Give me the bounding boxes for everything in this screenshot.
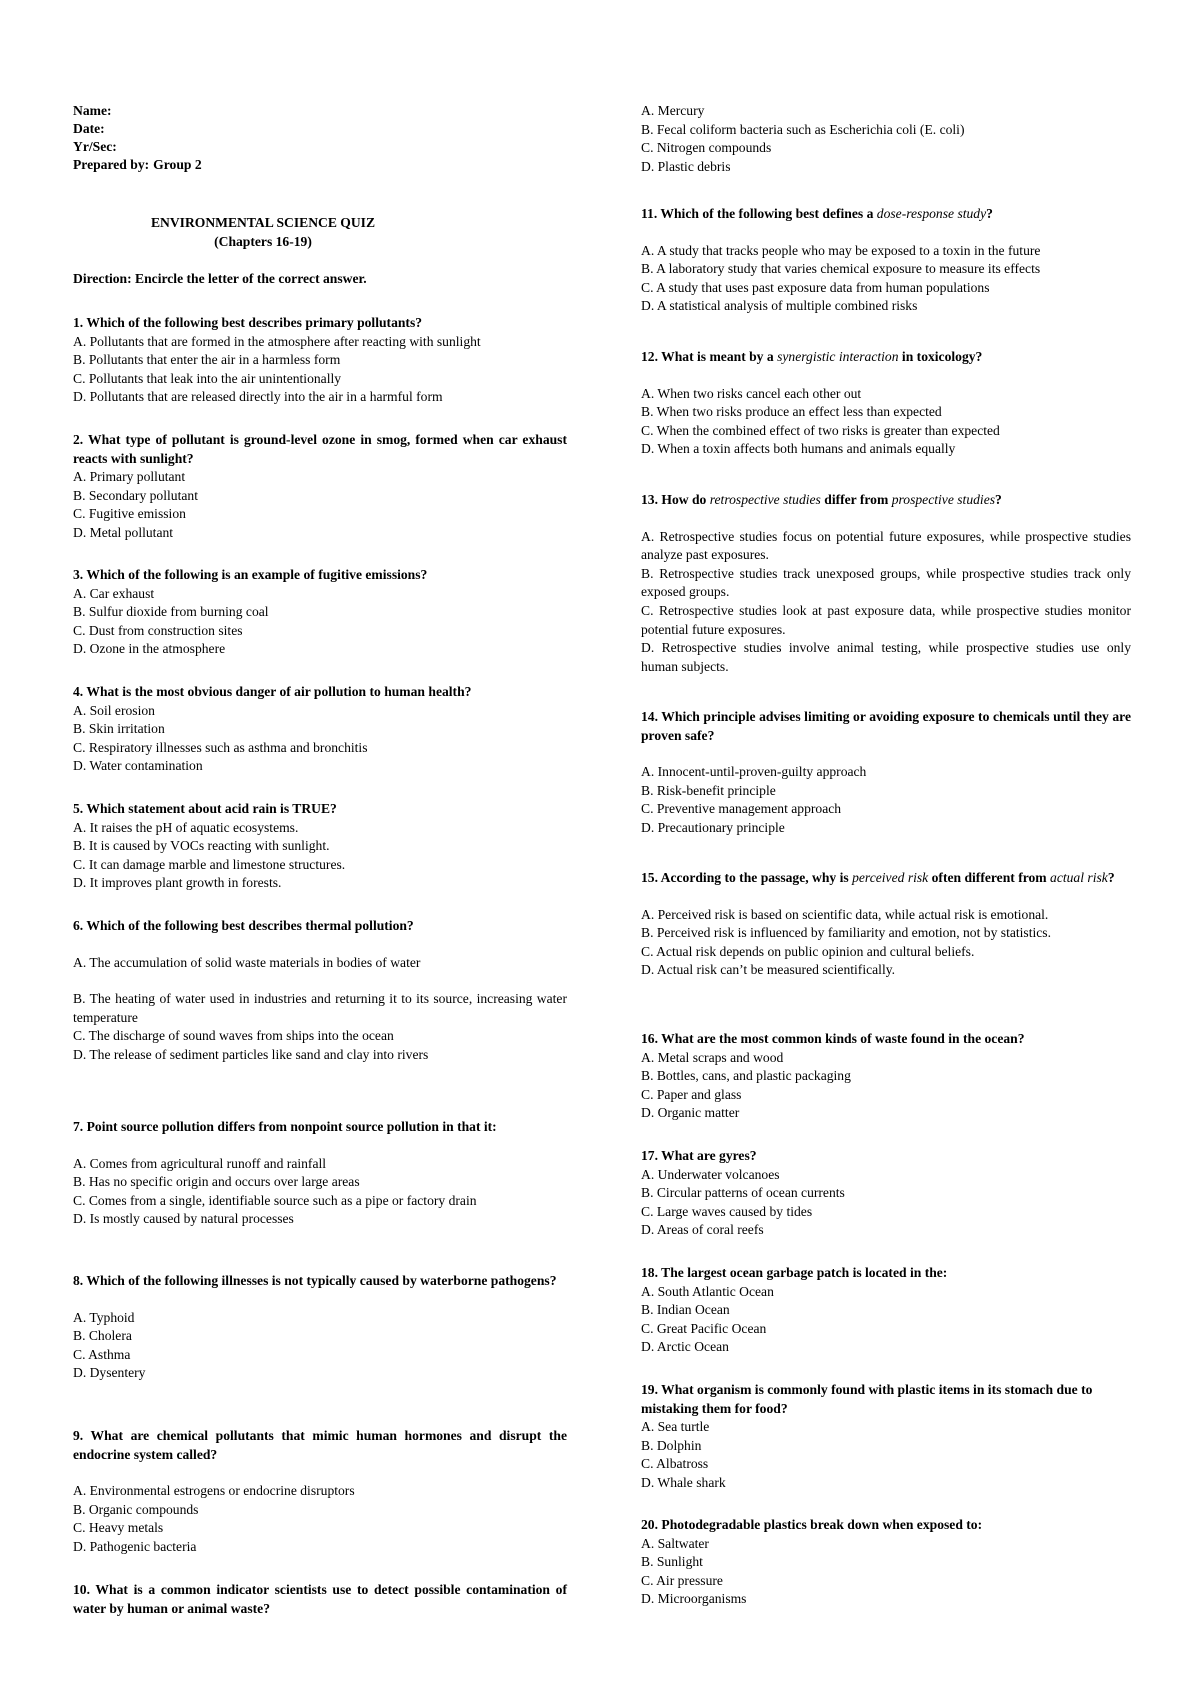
question-text-part: 15. According to the passage, why is xyxy=(641,870,853,885)
name-label: Name: xyxy=(73,103,112,118)
choice-a[interactable]: A. The accumulation of solid waste materials in bodies of water xyxy=(73,954,421,970)
choice-c[interactable]: C. When the combined effect of two risks is greater than expected xyxy=(641,422,1000,438)
prepared-by-value: Group 2 xyxy=(153,157,202,172)
question-20 xyxy=(641,1516,1131,1609)
prepared-by-field xyxy=(73,156,202,175)
choice-b[interactable]: B. Has no specific origin and occurs over large areas xyxy=(73,1174,360,1190)
direction-text: Direction: Encircle the letter of the correct answer. xyxy=(73,271,367,286)
choice-b[interactable]: B. The heating of water used in industries and returning it to its source, increasing water temperature xyxy=(73,991,567,1025)
choice-d[interactable]: D. Plastic debris xyxy=(641,158,731,174)
choice-c[interactable]: C. Retrospective studies look at past exposure data, while prospective studies monitor potential future exposures. xyxy=(641,602,1131,637)
quiz-title-line2: (Chapters 16-19) xyxy=(214,233,312,249)
choice-list xyxy=(73,333,567,407)
question-text: 17. What are gyres? xyxy=(641,1148,757,1163)
choice-c[interactable]: C. A study that uses past exposure data from human populations xyxy=(641,279,990,295)
question-text-part: ? xyxy=(1107,870,1115,885)
question-text-part: ? xyxy=(995,492,1002,507)
question-3 xyxy=(73,566,567,659)
question-1 xyxy=(73,314,567,407)
choice-b[interactable]: B. When two risks produce an effect less than expected xyxy=(641,404,942,420)
choice-list xyxy=(641,1283,1131,1357)
choice-c[interactable]: C. Air pressure xyxy=(641,1572,723,1588)
choice-a[interactable]: A. Underwater volcanoes xyxy=(641,1166,780,1182)
question-text: 19. What organism is commonly found with plastic items in its stomach due to mistaking them for food? xyxy=(641,1382,1093,1416)
choice-list xyxy=(73,819,567,893)
choice-a[interactable]: A. South Atlantic Ocean xyxy=(641,1283,774,1299)
question-text: 20. Photodegradable plastics break down when exposed to: xyxy=(641,1517,983,1532)
choice-b[interactable]: B. Retrospective studies track unexposed groups, while prospective studies track only exposed groups. xyxy=(641,565,1131,600)
question-text-part: 12. What is meant by a xyxy=(641,349,778,364)
choice-a[interactable]: A. When two risks cancel each other out xyxy=(641,385,862,401)
choice-b[interactable]: B. Cholera xyxy=(73,1328,132,1344)
question-17 xyxy=(641,1147,1131,1240)
question-text: 6. Which of the following best describes thermal pollution? xyxy=(73,918,414,933)
choice-d[interactable]: D. A statistical analysis of multiple combined risks xyxy=(641,298,918,314)
choice-list xyxy=(641,763,1131,837)
choice-list xyxy=(641,528,1131,677)
choice-a[interactable]: A. Pollutants that are formed in the atmosphere after reacting with sunlight xyxy=(73,333,481,349)
choice-a[interactable]: A. Car exhaust xyxy=(73,585,155,601)
choice-a[interactable]: A. It raises the pH of aquatic ecosystems. xyxy=(73,819,299,835)
question-term: actual risk xyxy=(1050,870,1108,885)
choice-c[interactable]: C. The discharge of sound waves from ships into the ocean xyxy=(73,1028,394,1044)
choice-d[interactable]: D. Areas of coral reefs xyxy=(641,1222,764,1238)
choice-list xyxy=(641,906,1131,980)
question-6 xyxy=(73,917,567,1065)
choice-d[interactable]: D. Water contamination xyxy=(73,758,203,774)
question-text: 4. What is the most obvious danger of air pollution to human health? xyxy=(73,684,472,699)
question-text-part: 13. How do xyxy=(641,492,710,507)
choice-c[interactable]: C. Heavy metals xyxy=(73,1520,164,1536)
name-field xyxy=(73,102,112,121)
choice-c[interactable]: C. Large waves caused by tides xyxy=(641,1203,813,1219)
quiz-title xyxy=(73,214,453,251)
choice-a[interactable]: A. Environmental estrogens or endocrine disruptors xyxy=(73,1483,355,1499)
question-text: 2. What type of pollutant is ground-level ozone in smog, formed when car exhaust reacts with sunlight? xyxy=(73,432,567,466)
date-field xyxy=(73,120,105,139)
question-8 xyxy=(73,1272,567,1383)
question-term: prospective studies xyxy=(891,492,996,507)
question-15 xyxy=(641,869,1131,980)
question-text xyxy=(641,491,1131,510)
choice-d[interactable]: D. Actual risk can’t be measured scientifically. xyxy=(641,962,896,978)
question-text: 3. Which of the following is an example of fugitive emissions? xyxy=(73,567,428,582)
question-text xyxy=(641,205,1131,224)
question-text-part: often different from xyxy=(928,870,1051,885)
question-5 xyxy=(73,800,567,893)
choice-d[interactable]: D. When a toxin affects both humans and animals equally xyxy=(641,441,956,457)
question-text: 18. The largest ocean garbage patch is located in the: xyxy=(641,1265,948,1280)
question-text: 16. What are the most common kinds of waste found in the ocean? xyxy=(641,1031,1025,1046)
question-text-part: differ from xyxy=(820,492,892,507)
question-text: 5. Which statement about acid rain is TRUE? xyxy=(73,801,337,816)
choice-d[interactable]: D. It improves plant growth in forests. xyxy=(73,875,282,891)
choice-c[interactable]: C. Nitrogen compounds xyxy=(641,140,772,156)
choice-list xyxy=(641,1418,1131,1492)
choice-list xyxy=(641,102,1131,176)
choice-c[interactable]: C. Respiratory illnesses such as asthma and bronchitis xyxy=(73,739,368,755)
choice-a[interactable]: A. A study that tracks people who may be exposed to a toxin in the future xyxy=(641,242,1041,258)
choice-b[interactable]: B. Fecal coliform bacteria such as Escherichia coli (E. coli) xyxy=(641,121,965,137)
question-term: synergistic interaction xyxy=(777,349,899,364)
choice-b[interactable]: B. Risk-benefit principle xyxy=(641,782,776,798)
choice-d[interactable]: D. The release of sediment particles like sand and clay into rivers xyxy=(73,1046,429,1062)
choice-d[interactable]: D. Is mostly caused by natural processes xyxy=(73,1211,294,1227)
choice-a[interactable]: A. Perceived risk is based on scientific data, while actual risk is emotional. xyxy=(641,906,1049,922)
choice-a[interactable]: A. Primary pollutant xyxy=(73,469,186,485)
question-10-choices xyxy=(641,102,1131,176)
choice-d[interactable]: D. Precautionary principle xyxy=(641,819,785,835)
question-2 xyxy=(73,431,567,543)
question-4 xyxy=(73,683,567,776)
yrsec-label: Yr/Sec: xyxy=(73,139,117,154)
choice-b[interactable]: B. Secondary pollutant xyxy=(73,487,198,503)
choice-a[interactable]: A. Sea turtle xyxy=(641,1419,710,1435)
choice-a[interactable]: A. Saltwater xyxy=(641,1535,709,1551)
choice-a[interactable]: A. Retrospective studies focus on potential future exposures, while prospective studies analyze past exposures. xyxy=(641,528,1131,563)
choice-b[interactable]: B. Sunlight xyxy=(641,1554,703,1570)
choice-list xyxy=(73,954,567,1065)
choice-d[interactable]: D. Metal pollutant xyxy=(73,524,174,540)
question-term: dose-response study xyxy=(876,206,987,221)
choice-list xyxy=(641,1166,1131,1240)
choice-c[interactable]: C. Albatross xyxy=(641,1456,709,1472)
choice-b[interactable]: B. Circular patterns of ocean currents xyxy=(641,1185,845,1201)
choice-b[interactable]: B. Skin irritation xyxy=(73,721,165,737)
choice-c[interactable]: C. Fugitive emission xyxy=(73,506,186,522)
question-19 xyxy=(641,1381,1131,1493)
question-text: 10. What is a common indicator scientists use to detect possible contamination of water by human or animal waste? xyxy=(73,1582,567,1616)
choice-b[interactable]: B. Dolphin xyxy=(641,1437,702,1453)
choice-d[interactable]: D. Retrospective studies involve animal testing, while prospective studies use only human subjects. xyxy=(641,640,1131,674)
choice-a[interactable]: A. Soil erosion xyxy=(73,702,155,718)
choice-c[interactable]: C. Paper and glass xyxy=(641,1086,742,1102)
choice-a[interactable]: A. Metal scraps and wood xyxy=(641,1049,784,1065)
question-13 xyxy=(641,491,1131,676)
question-text-part: ? xyxy=(986,206,993,221)
choice-c[interactable]: C. It can damage marble and limestone structures. xyxy=(73,856,346,872)
choice-d[interactable]: D. Whale shark xyxy=(641,1474,726,1490)
choice-list xyxy=(73,468,567,542)
question-text: 14. Which principle advises limiting or avoiding exposure to chemicals until they are proven safe? xyxy=(641,709,1131,743)
question-text xyxy=(641,348,1131,367)
question-text-part: in toxicology? xyxy=(898,349,983,364)
choice-c[interactable]: C. Asthma xyxy=(73,1346,131,1362)
choice-d[interactable]: D. Pathogenic bacteria xyxy=(73,1538,197,1554)
question-text: 7. Point source pollution differs from nonpoint source pollution in that it: xyxy=(73,1119,497,1134)
question-12 xyxy=(641,348,1131,459)
question-10 xyxy=(73,1581,567,1618)
choice-b[interactable]: B. Organic compounds xyxy=(73,1501,199,1517)
question-term: retrospective studies xyxy=(709,492,821,507)
choice-list xyxy=(641,242,1131,316)
question-text: 1. Which of the following best describes primary pollutants? xyxy=(73,315,423,330)
choice-a[interactable]: A. Innocent-until-proven-guilty approach xyxy=(641,764,867,780)
question-text xyxy=(641,869,1131,888)
choice-c[interactable]: C. Comes from a single, identifiable source such as a pipe or factory drain xyxy=(73,1192,477,1208)
choice-c[interactable]: C. Actual risk depends on public opinion and cultural beliefs. xyxy=(641,943,975,959)
choice-d[interactable]: D. Pollutants that are released directly into the air in a harmful form xyxy=(73,389,443,405)
question-16 xyxy=(641,1030,1131,1123)
choice-list xyxy=(641,385,1131,459)
choice-list xyxy=(641,1535,1131,1609)
choice-b[interactable]: B. It is caused by VOCs reacting with sunlight. xyxy=(73,838,330,854)
question-text: 9. What are chemical pollutants that mimic human hormones and disrupt the endocrine system called? xyxy=(73,1428,567,1462)
question-18 xyxy=(641,1264,1131,1357)
question-text: 8. Which of the following illnesses is not typically caused by waterborne pathogens? xyxy=(73,1273,557,1288)
choice-list xyxy=(73,1155,567,1229)
choice-list xyxy=(73,702,567,776)
choice-b[interactable]: B. Indian Ocean xyxy=(641,1302,730,1318)
choice-a[interactable]: A. Mercury xyxy=(641,103,705,118)
choice-b[interactable]: B. Perceived risk is influenced by familiarity and emotion, not by statistics. xyxy=(641,925,1051,941)
question-14 xyxy=(641,708,1131,838)
choice-b[interactable]: B. Sulfur dioxide from burning coal xyxy=(73,604,269,620)
choice-list xyxy=(641,1049,1131,1123)
choice-d[interactable]: D. Arctic Ocean xyxy=(641,1339,729,1355)
question-11 xyxy=(641,205,1131,316)
prepared-by-label: Prepared by: xyxy=(73,157,150,172)
choice-a[interactable]: A. Comes from agricultural runoff and rainfall xyxy=(73,1155,327,1171)
question-text-part: 11. Which of the following best defines a xyxy=(641,206,877,221)
choice-c[interactable]: C. Great Pacific Ocean xyxy=(641,1320,767,1336)
quiz-title-line1: ENVIRONMENTAL SCIENCE QUIZ xyxy=(150,215,376,230)
question-7 xyxy=(73,1118,567,1229)
choice-b[interactable]: B. Bottles, cans, and plastic packaging xyxy=(641,1068,851,1084)
question-term: perceived risk xyxy=(852,870,929,885)
choice-d[interactable]: D. Ozone in the atmosphere xyxy=(73,641,226,657)
question-9 xyxy=(73,1427,567,1557)
choice-list xyxy=(73,1482,567,1556)
choice-c[interactable]: C. Pollutants that leak into the air unintentionally xyxy=(73,370,342,386)
date-label: Date: xyxy=(73,121,105,136)
choice-d[interactable]: D. Dysentery xyxy=(73,1365,146,1381)
yrsec-field xyxy=(73,138,117,157)
choice-b[interactable]: B. A laboratory study that varies chemical exposure to measure its effects xyxy=(641,261,1041,277)
choice-list xyxy=(73,1309,567,1383)
choice-c[interactable]: C. Dust from construction sites xyxy=(73,622,243,638)
choice-b[interactable]: B. Pollutants that enter the air in a harmless form xyxy=(73,352,341,368)
choice-c[interactable]: C. Preventive management approach xyxy=(641,801,842,817)
choice-d[interactable]: D. Organic matter xyxy=(641,1105,740,1121)
choice-d[interactable]: D. Microorganisms xyxy=(641,1591,747,1607)
choice-a[interactable]: A. Typhoid xyxy=(73,1309,135,1325)
choice-list xyxy=(73,585,567,659)
